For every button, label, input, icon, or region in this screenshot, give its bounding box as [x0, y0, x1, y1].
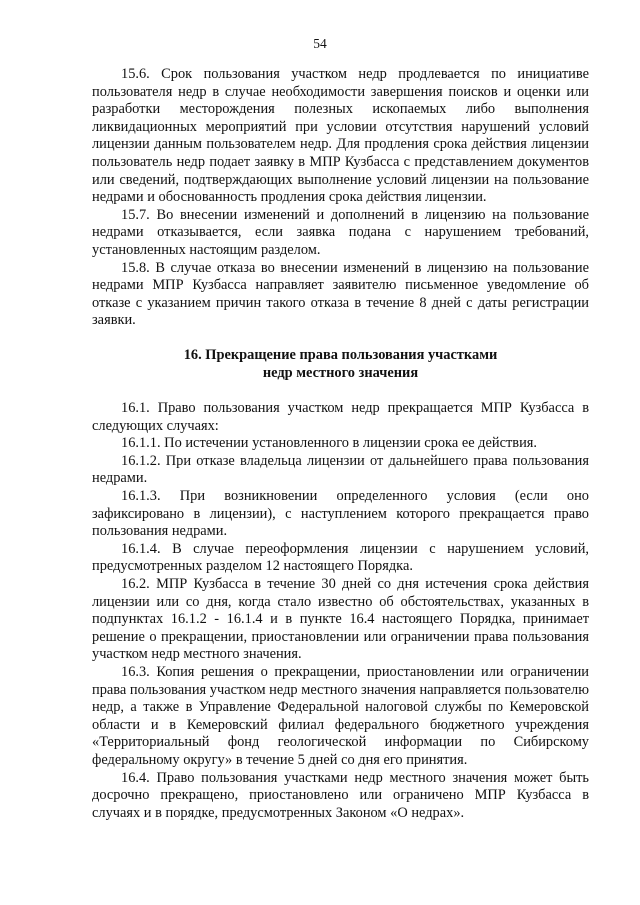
- paragraph-16-1-4: 16.1.4. В случае переоформления лицензии с нарушением условий, предусмотренных разделом 12 настоящего Порядка.: [92, 540, 589, 575]
- paragraph-16-2: 16.2. МПР Кузбасса в течение 30 дней со дня истечения срока действия лицензии или со дня, когда стало известно об обстоятельствах, указанных в подпунктах 16.1.2 - 16.1.4 и в пункте 16.4 настоящего Порядка, принимает решение о прекращении, приостановлении или ограничении права пользования участком недр местного значения.: [92, 576, 589, 663]
- paragraph-15-8: 15.8. В случае отказа во внесении изменений в лицензию на пользование недрами МПР Кузбасса направляет заявителю письменное уведомление об отказе с указанием причин такого отказа в течение 8 дней с даты регистрации заявки.: [92, 259, 589, 329]
- paragraph-15-6: 15.6. Срок пользования участком недр продлевается по инициативе пользователя недр в случае необходимости завершения поисков и оценки или разработки месторождения полезных ископаемых либо выполнения ликвидационных мероприятий при условии отсутствия нарушений условий лицензии данным пользователем недр. Для продления срока действия лицензии пользователь недр подает заявку в МПР Кузбасса с представлением документов или сведений, подтверждающих выполнение условий лицензии на пользование недрами и обоснованность продления срока действия лицензии.: [92, 66, 589, 206]
- paragraph-15-7: 15.7. Во внесении изменений и дополнений в лицензию на пользование недрами отказывается, если заявка подана с нарушением требований, установленных настоящим разделом.: [92, 206, 589, 258]
- section-heading-line-2: недр местного значения: [262, 364, 419, 381]
- paragraph-16-1-3: 16.1.3. При возникновении определенного условия (если оно зафиксировано в лицензии), с наступлением которого прекращается право пользования недрами.: [92, 488, 589, 540]
- paragraph-16-1-2: 16.1.2. При отказе владельца лицензии от дальнейшего права пользования недрами.: [92, 452, 589, 487]
- paragraph-16-3: 16.3. Копия решения о прекращении, приостановлении или ограничении права пользования участком недр местного значения направляется пользователю недр, а также в Управление Федеральной налоговой службы по Кемеровской области и в Кемеровский филиал федерального бюджетного учреждения «Территориальный фонд геологической информации по Сибирскому федеральному округу» в течение 5 дней со дня его принятия.: [92, 664, 589, 768]
- document-body: [92, 66, 589, 822]
- section-heading-line-1: 16. Прекращение права пользования участками: [183, 346, 498, 363]
- paragraph-16-1-1: 16.1.1. По истечении установленного в лицензии срока ее действия.: [121, 435, 537, 452]
- paragraph-16-1: 16.1. Право пользования участком недр прекращается МПР Кузбасса в следующих случаях:: [92, 400, 589, 434]
- paragraph-16-4: 16.4. Право пользования участками недр местного значения может быть досрочно прекращено, приостановлено или ограничено МПР Кузбасса в случаях и в порядке, предусмотренных Законом «О недрах».: [92, 769, 589, 821]
- page-number: 54: [313, 36, 327, 51]
